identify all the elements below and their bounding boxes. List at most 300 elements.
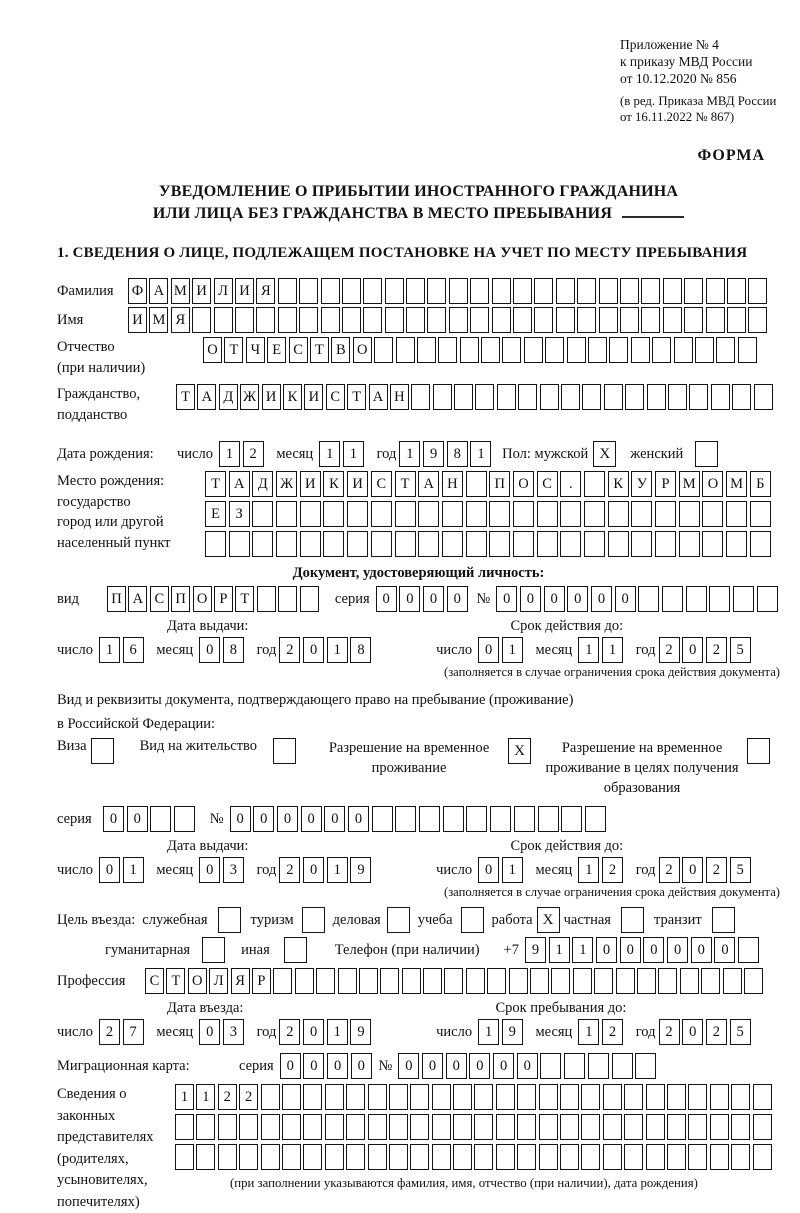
form-cell[interactable]: 1 — [578, 1019, 599, 1045]
form-cell[interactable]: 9 — [350, 857, 371, 883]
form-cell[interactable] — [303, 1144, 322, 1170]
form-cell[interactable] — [470, 278, 489, 304]
form-cell[interactable]: 0 — [667, 937, 688, 963]
form-cell[interactable]: 0 — [643, 937, 664, 963]
form-cell[interactable]: 0 — [103, 806, 124, 832]
form-cell[interactable] — [256, 307, 275, 333]
form-cell[interactable]: Ф — [128, 278, 147, 304]
form-cell[interactable] — [679, 501, 700, 527]
form-cell[interactable] — [599, 307, 618, 333]
form-cell[interactable] — [325, 1084, 344, 1110]
form-cell[interactable] — [561, 806, 582, 832]
form-cell[interactable] — [218, 1144, 237, 1170]
form-cell[interactable] — [513, 531, 534, 557]
form-cell[interactable] — [474, 1114, 493, 1140]
form-cell[interactable] — [513, 501, 534, 527]
form-cell[interactable] — [229, 531, 250, 557]
form-cell[interactable] — [641, 278, 660, 304]
form-cell[interactable] — [496, 1114, 515, 1140]
form-cell[interactable] — [175, 1144, 194, 1170]
form-cell[interactable] — [466, 968, 485, 994]
form-cell[interactable] — [299, 278, 318, 304]
form-cell[interactable]: О — [702, 471, 723, 497]
form-cell[interactable] — [679, 531, 700, 557]
form-cell[interactable] — [539, 1084, 558, 1110]
form-cell[interactable] — [710, 1114, 729, 1140]
male-checkbox[interactable]: X — [593, 441, 616, 467]
form-cell[interactable] — [466, 471, 487, 497]
form-cell[interactable]: 1 — [123, 857, 144, 883]
form-cell[interactable]: 2 — [659, 1019, 680, 1045]
form-cell[interactable]: 0 — [567, 586, 588, 612]
form-cell[interactable] — [205, 531, 226, 557]
form-cell[interactable]: 0 — [303, 1019, 324, 1045]
form-cell[interactable]: А — [149, 278, 168, 304]
form-cell[interactable] — [442, 501, 463, 527]
form-cell[interactable]: 0 — [230, 806, 251, 832]
form-cell[interactable] — [706, 278, 725, 304]
form-cell[interactable]: 7 — [123, 1019, 144, 1045]
form-cell[interactable]: Н — [442, 471, 463, 497]
form-cell[interactable]: 9 — [525, 937, 546, 963]
form-cell[interactable] — [303, 1084, 322, 1110]
form-cell[interactable] — [175, 1114, 194, 1140]
form-cell[interactable] — [524, 337, 543, 363]
form-cell[interactable] — [257, 586, 276, 612]
form-cell[interactable]: 6 — [123, 637, 144, 663]
form-cell[interactable] — [695, 337, 714, 363]
form-cell[interactable]: 0 — [714, 937, 735, 963]
form-cell[interactable] — [638, 586, 659, 612]
form-cell[interactable] — [433, 384, 452, 410]
purpose-ucheba-checkbox[interactable] — [461, 907, 484, 933]
purpose-tranzit-checkbox[interactable] — [712, 907, 735, 933]
form-cell[interactable]: О — [193, 586, 212, 612]
form-cell[interactable] — [321, 278, 340, 304]
form-cell[interactable] — [363, 307, 382, 333]
form-cell[interactable] — [489, 501, 510, 527]
form-cell[interactable] — [537, 531, 558, 557]
form-cell[interactable]: 0 — [376, 586, 397, 612]
form-cell[interactable] — [509, 968, 528, 994]
form-cell[interactable]: А — [128, 586, 147, 612]
form-cell[interactable]: 0 — [478, 637, 499, 663]
form-cell[interactable] — [684, 278, 703, 304]
form-cell[interactable] — [432, 1144, 451, 1170]
form-cell[interactable] — [406, 307, 425, 333]
form-cell[interactable] — [641, 307, 660, 333]
form-cell[interactable]: 1 — [327, 637, 348, 663]
form-cell[interactable]: Н — [390, 384, 409, 410]
form-cell[interactable] — [686, 586, 707, 612]
form-cell[interactable] — [347, 531, 368, 557]
form-cell[interactable]: 0 — [277, 806, 298, 832]
form-cell[interactable]: М — [149, 307, 168, 333]
form-cell[interactable]: 1 — [578, 857, 599, 883]
form-cell[interactable]: Т — [205, 471, 226, 497]
form-cell[interactable] — [276, 531, 297, 557]
form-cell[interactable]: 9 — [350, 1019, 371, 1045]
form-cell[interactable] — [252, 531, 273, 557]
form-cell[interactable]: 2 — [218, 1084, 237, 1110]
form-cell[interactable] — [218, 1114, 237, 1140]
form-cell[interactable] — [753, 1084, 772, 1110]
form-cell[interactable] — [732, 384, 751, 410]
purpose-turizm-checkbox[interactable] — [302, 907, 325, 933]
form-cell[interactable] — [192, 307, 211, 333]
form-cell[interactable]: 0 — [517, 1053, 538, 1079]
form-cell[interactable] — [738, 937, 759, 963]
form-cell[interactable]: 2 — [279, 1019, 300, 1045]
form-cell[interactable]: . — [560, 471, 581, 497]
form-cell[interactable] — [492, 307, 511, 333]
form-cell[interactable] — [174, 806, 195, 832]
purpose-gumanitarnaya-checkbox[interactable] — [202, 937, 225, 963]
form-cell[interactable]: 0 — [303, 857, 324, 883]
form-cell[interactable] — [545, 337, 564, 363]
form-cell[interactable] — [534, 307, 553, 333]
form-cell[interactable]: С — [150, 586, 169, 612]
form-cell[interactable]: 0 — [327, 1053, 348, 1079]
form-cell[interactable] — [726, 531, 747, 557]
form-cell[interactable] — [346, 1114, 365, 1140]
form-cell[interactable]: 2 — [602, 1019, 623, 1045]
form-cell[interactable] — [470, 307, 489, 333]
form-cell[interactable] — [410, 1144, 429, 1170]
form-cell[interactable]: 0 — [303, 1053, 324, 1079]
form-cell[interactable]: И — [262, 384, 281, 410]
form-cell[interactable]: 0 — [493, 1053, 514, 1079]
form-cell[interactable] — [560, 501, 581, 527]
form-cell[interactable] — [556, 278, 575, 304]
form-cell[interactable]: Б — [750, 471, 771, 497]
form-cell[interactable]: Т — [166, 968, 185, 994]
form-cell[interactable]: А — [418, 471, 439, 497]
form-cell[interactable]: 8 — [447, 441, 468, 467]
form-cell[interactable] — [517, 1084, 536, 1110]
form-cell[interactable] — [603, 1114, 622, 1140]
form-cell[interactable]: 5 — [730, 637, 751, 663]
form-cell[interactable]: 1 — [478, 1019, 499, 1045]
form-cell[interactable] — [474, 1144, 493, 1170]
form-cell[interactable]: 2 — [279, 857, 300, 883]
form-cell[interactable] — [652, 337, 671, 363]
form-cell[interactable] — [410, 1084, 429, 1110]
form-cell[interactable]: 1 — [327, 857, 348, 883]
form-cell[interactable] — [726, 501, 747, 527]
form-cell[interactable] — [496, 1144, 515, 1170]
form-cell[interactable]: 1 — [399, 441, 420, 467]
form-cell[interactable] — [466, 501, 487, 527]
form-cell[interactable] — [438, 337, 457, 363]
form-cell[interactable] — [443, 806, 464, 832]
form-cell[interactable] — [584, 531, 605, 557]
form-cell[interactable]: 0 — [351, 1053, 372, 1079]
form-cell[interactable] — [432, 1114, 451, 1140]
form-cell[interactable] — [702, 531, 723, 557]
form-cell[interactable] — [261, 1084, 280, 1110]
form-cell[interactable]: С — [145, 968, 164, 994]
form-cell[interactable] — [748, 307, 767, 333]
form-cell[interactable]: К — [608, 471, 629, 497]
form-cell[interactable]: 0 — [691, 937, 712, 963]
form-cell[interactable] — [513, 278, 532, 304]
form-cell[interactable] — [744, 968, 763, 994]
form-cell[interactable] — [540, 1053, 561, 1079]
form-cell[interactable] — [753, 1114, 772, 1140]
form-cell[interactable]: М — [726, 471, 747, 497]
form-cell[interactable] — [624, 1144, 643, 1170]
form-cell[interactable] — [689, 384, 708, 410]
form-cell[interactable]: 1 — [319, 441, 340, 467]
form-cell[interactable] — [588, 337, 607, 363]
form-cell[interactable]: 0 — [496, 586, 517, 612]
form-cell[interactable] — [637, 968, 656, 994]
form-cell[interactable]: 0 — [682, 637, 703, 663]
form-cell[interactable]: 0 — [520, 586, 541, 612]
form-cell[interactable]: Д — [219, 384, 238, 410]
purpose-rabota-checkbox[interactable]: X — [537, 907, 560, 933]
form-cell[interactable]: И — [235, 278, 254, 304]
form-cell[interactable] — [442, 531, 463, 557]
form-cell[interactable] — [214, 307, 233, 333]
form-cell[interactable]: Р — [252, 968, 271, 994]
form-cell[interactable] — [577, 278, 596, 304]
form-cell[interactable] — [389, 1144, 408, 1170]
form-cell[interactable] — [731, 1144, 750, 1170]
form-cell[interactable]: 2 — [243, 441, 264, 467]
form-cell[interactable] — [702, 501, 723, 527]
form-cell[interactable] — [449, 307, 468, 333]
form-cell[interactable]: 2 — [706, 637, 727, 663]
form-cell[interactable]: И — [347, 471, 368, 497]
form-cell[interactable] — [282, 1114, 301, 1140]
form-cell[interactable] — [338, 968, 357, 994]
form-cell[interactable]: П — [489, 471, 510, 497]
form-cell[interactable]: Т — [224, 337, 243, 363]
form-cell[interactable] — [489, 531, 510, 557]
form-cell[interactable] — [585, 806, 606, 832]
form-cell[interactable] — [738, 337, 757, 363]
form-cell[interactable] — [368, 1114, 387, 1140]
form-cell[interactable] — [711, 384, 730, 410]
form-cell[interactable] — [581, 1114, 600, 1140]
form-cell[interactable]: 2 — [659, 857, 680, 883]
form-cell[interactable]: 8 — [350, 637, 371, 663]
form-cell[interactable] — [573, 968, 592, 994]
form-cell[interactable]: 9 — [423, 441, 444, 467]
form-cell[interactable] — [261, 1114, 280, 1140]
form-cell[interactable]: 0 — [348, 806, 369, 832]
form-cell[interactable] — [727, 278, 746, 304]
form-cell[interactable] — [608, 531, 629, 557]
form-cell[interactable] — [731, 1084, 750, 1110]
form-cell[interactable] — [417, 337, 436, 363]
form-cell[interactable] — [389, 1114, 408, 1140]
form-cell[interactable] — [731, 1114, 750, 1140]
form-cell[interactable]: С — [326, 384, 345, 410]
form-cell[interactable] — [419, 806, 440, 832]
form-cell[interactable] — [359, 968, 378, 994]
visa-checkbox[interactable] — [91, 738, 114, 764]
rvp-education-checkbox[interactable] — [747, 738, 770, 764]
form-cell[interactable] — [540, 384, 559, 410]
form-cell[interactable] — [423, 968, 442, 994]
form-cell[interactable]: Ж — [276, 471, 297, 497]
form-cell[interactable] — [427, 307, 446, 333]
form-cell[interactable]: П — [107, 586, 126, 612]
purpose-chastnaya-checkbox[interactable] — [621, 907, 644, 933]
form-cell[interactable]: 5 — [730, 857, 751, 883]
form-cell[interactable] — [492, 278, 511, 304]
form-cell[interactable]: 0 — [682, 1019, 703, 1045]
form-cell[interactable] — [631, 337, 650, 363]
form-cell[interactable] — [584, 501, 605, 527]
form-cell[interactable]: Л — [214, 278, 233, 304]
form-cell[interactable] — [299, 307, 318, 333]
form-cell[interactable] — [496, 1084, 515, 1110]
form-cell[interactable] — [502, 337, 521, 363]
form-cell[interactable]: 0 — [253, 806, 274, 832]
form-cell[interactable]: 0 — [280, 1053, 301, 1079]
form-cell[interactable]: 1 — [578, 637, 599, 663]
form-cell[interactable] — [750, 501, 771, 527]
form-cell[interactable]: 0 — [682, 857, 703, 883]
form-cell[interactable]: Я — [256, 278, 275, 304]
form-cell[interactable]: 1 — [470, 441, 491, 467]
form-cell[interactable] — [380, 968, 399, 994]
form-cell[interactable] — [487, 968, 506, 994]
form-cell[interactable]: Е — [205, 501, 226, 527]
form-cell[interactable] — [594, 968, 613, 994]
form-cell[interactable]: 0 — [447, 586, 468, 612]
form-cell[interactable]: 1 — [99, 637, 120, 663]
form-cell[interactable] — [663, 307, 682, 333]
form-cell[interactable] — [588, 1053, 609, 1079]
form-cell[interactable] — [662, 586, 683, 612]
form-cell[interactable]: Е — [267, 337, 286, 363]
form-cell[interactable] — [368, 1144, 387, 1170]
form-cell[interactable] — [646, 1114, 665, 1140]
form-cell[interactable] — [395, 531, 416, 557]
form-cell[interactable] — [466, 806, 487, 832]
form-cell[interactable] — [624, 1114, 643, 1140]
form-cell[interactable] — [402, 968, 421, 994]
form-cell[interactable] — [620, 278, 639, 304]
form-cell[interactable]: 9 — [502, 1019, 523, 1045]
form-cell[interactable] — [706, 307, 725, 333]
form-cell[interactable]: 0 — [398, 1053, 419, 1079]
form-cell[interactable]: 2 — [706, 857, 727, 883]
form-cell[interactable] — [252, 501, 273, 527]
form-cell[interactable] — [680, 968, 699, 994]
form-cell[interactable] — [372, 806, 393, 832]
form-cell[interactable]: В — [331, 337, 350, 363]
form-cell[interactable]: М — [171, 278, 190, 304]
form-cell[interactable] — [374, 337, 393, 363]
form-cell[interactable]: Т — [310, 337, 329, 363]
form-cell[interactable] — [418, 531, 439, 557]
form-cell[interactable]: У — [631, 471, 652, 497]
form-cell[interactable] — [481, 337, 500, 363]
form-cell[interactable] — [577, 307, 596, 333]
form-cell[interactable] — [655, 501, 676, 527]
form-cell[interactable] — [753, 1144, 772, 1170]
form-cell[interactable] — [646, 1144, 665, 1170]
form-cell[interactable] — [655, 531, 676, 557]
form-cell[interactable]: О — [188, 968, 207, 994]
form-cell[interactable] — [325, 1114, 344, 1140]
form-cell[interactable]: И — [192, 278, 211, 304]
form-cell[interactable]: И — [304, 384, 323, 410]
form-cell[interactable] — [513, 307, 532, 333]
form-cell[interactable] — [497, 384, 516, 410]
form-cell[interactable] — [748, 278, 767, 304]
form-cell[interactable] — [620, 307, 639, 333]
form-cell[interactable] — [684, 307, 703, 333]
form-cell[interactable] — [584, 471, 605, 497]
form-cell[interactable] — [449, 278, 468, 304]
form-cell[interactable]: 0 — [422, 1053, 443, 1079]
form-cell[interactable]: 2 — [239, 1084, 258, 1110]
form-cell[interactable]: 0 — [324, 806, 345, 832]
form-cell[interactable] — [325, 1144, 344, 1170]
form-cell[interactable] — [273, 968, 292, 994]
form-cell[interactable] — [635, 1053, 656, 1079]
form-cell[interactable] — [514, 806, 535, 832]
form-cell[interactable] — [710, 1084, 729, 1110]
form-cell[interactable]: Р — [214, 586, 233, 612]
form-cell[interactable]: 0 — [199, 857, 220, 883]
form-cell[interactable] — [560, 1084, 579, 1110]
form-cell[interactable] — [300, 531, 321, 557]
form-cell[interactable] — [303, 1114, 322, 1140]
form-cell[interactable] — [418, 501, 439, 527]
form-cell[interactable]: М — [679, 471, 700, 497]
form-cell[interactable]: Ж — [240, 384, 259, 410]
form-cell[interactable] — [150, 806, 171, 832]
form-cell[interactable]: 1 — [196, 1084, 215, 1110]
form-cell[interactable] — [300, 586, 319, 612]
form-cell[interactable] — [604, 384, 623, 410]
form-cell[interactable] — [342, 307, 361, 333]
form-cell[interactable] — [561, 384, 580, 410]
form-cell[interactable] — [537, 501, 558, 527]
form-cell[interactable] — [612, 1053, 633, 1079]
form-cell[interactable] — [276, 501, 297, 527]
form-cell[interactable]: 0 — [303, 637, 324, 663]
form-cell[interactable] — [667, 1084, 686, 1110]
form-cell[interactable] — [196, 1144, 215, 1170]
form-cell[interactable] — [551, 968, 570, 994]
form-cell[interactable] — [316, 968, 335, 994]
form-cell[interactable] — [385, 278, 404, 304]
form-cell[interactable] — [560, 531, 581, 557]
form-cell[interactable]: О — [353, 337, 372, 363]
form-cell[interactable]: 1 — [502, 637, 523, 663]
form-cell[interactable]: К — [323, 471, 344, 497]
form-cell[interactable] — [608, 501, 629, 527]
form-cell[interactable]: Я — [171, 307, 190, 333]
form-cell[interactable]: 0 — [301, 806, 322, 832]
purpose-delovaya-checkbox[interactable] — [387, 907, 410, 933]
form-cell[interactable]: 2 — [706, 1019, 727, 1045]
form-cell[interactable]: 3 — [223, 1019, 244, 1045]
form-cell[interactable]: 0 — [199, 1019, 220, 1045]
form-cell[interactable] — [282, 1084, 301, 1110]
form-cell[interactable] — [396, 337, 415, 363]
purpose-inaya-checkbox[interactable] — [284, 937, 307, 963]
